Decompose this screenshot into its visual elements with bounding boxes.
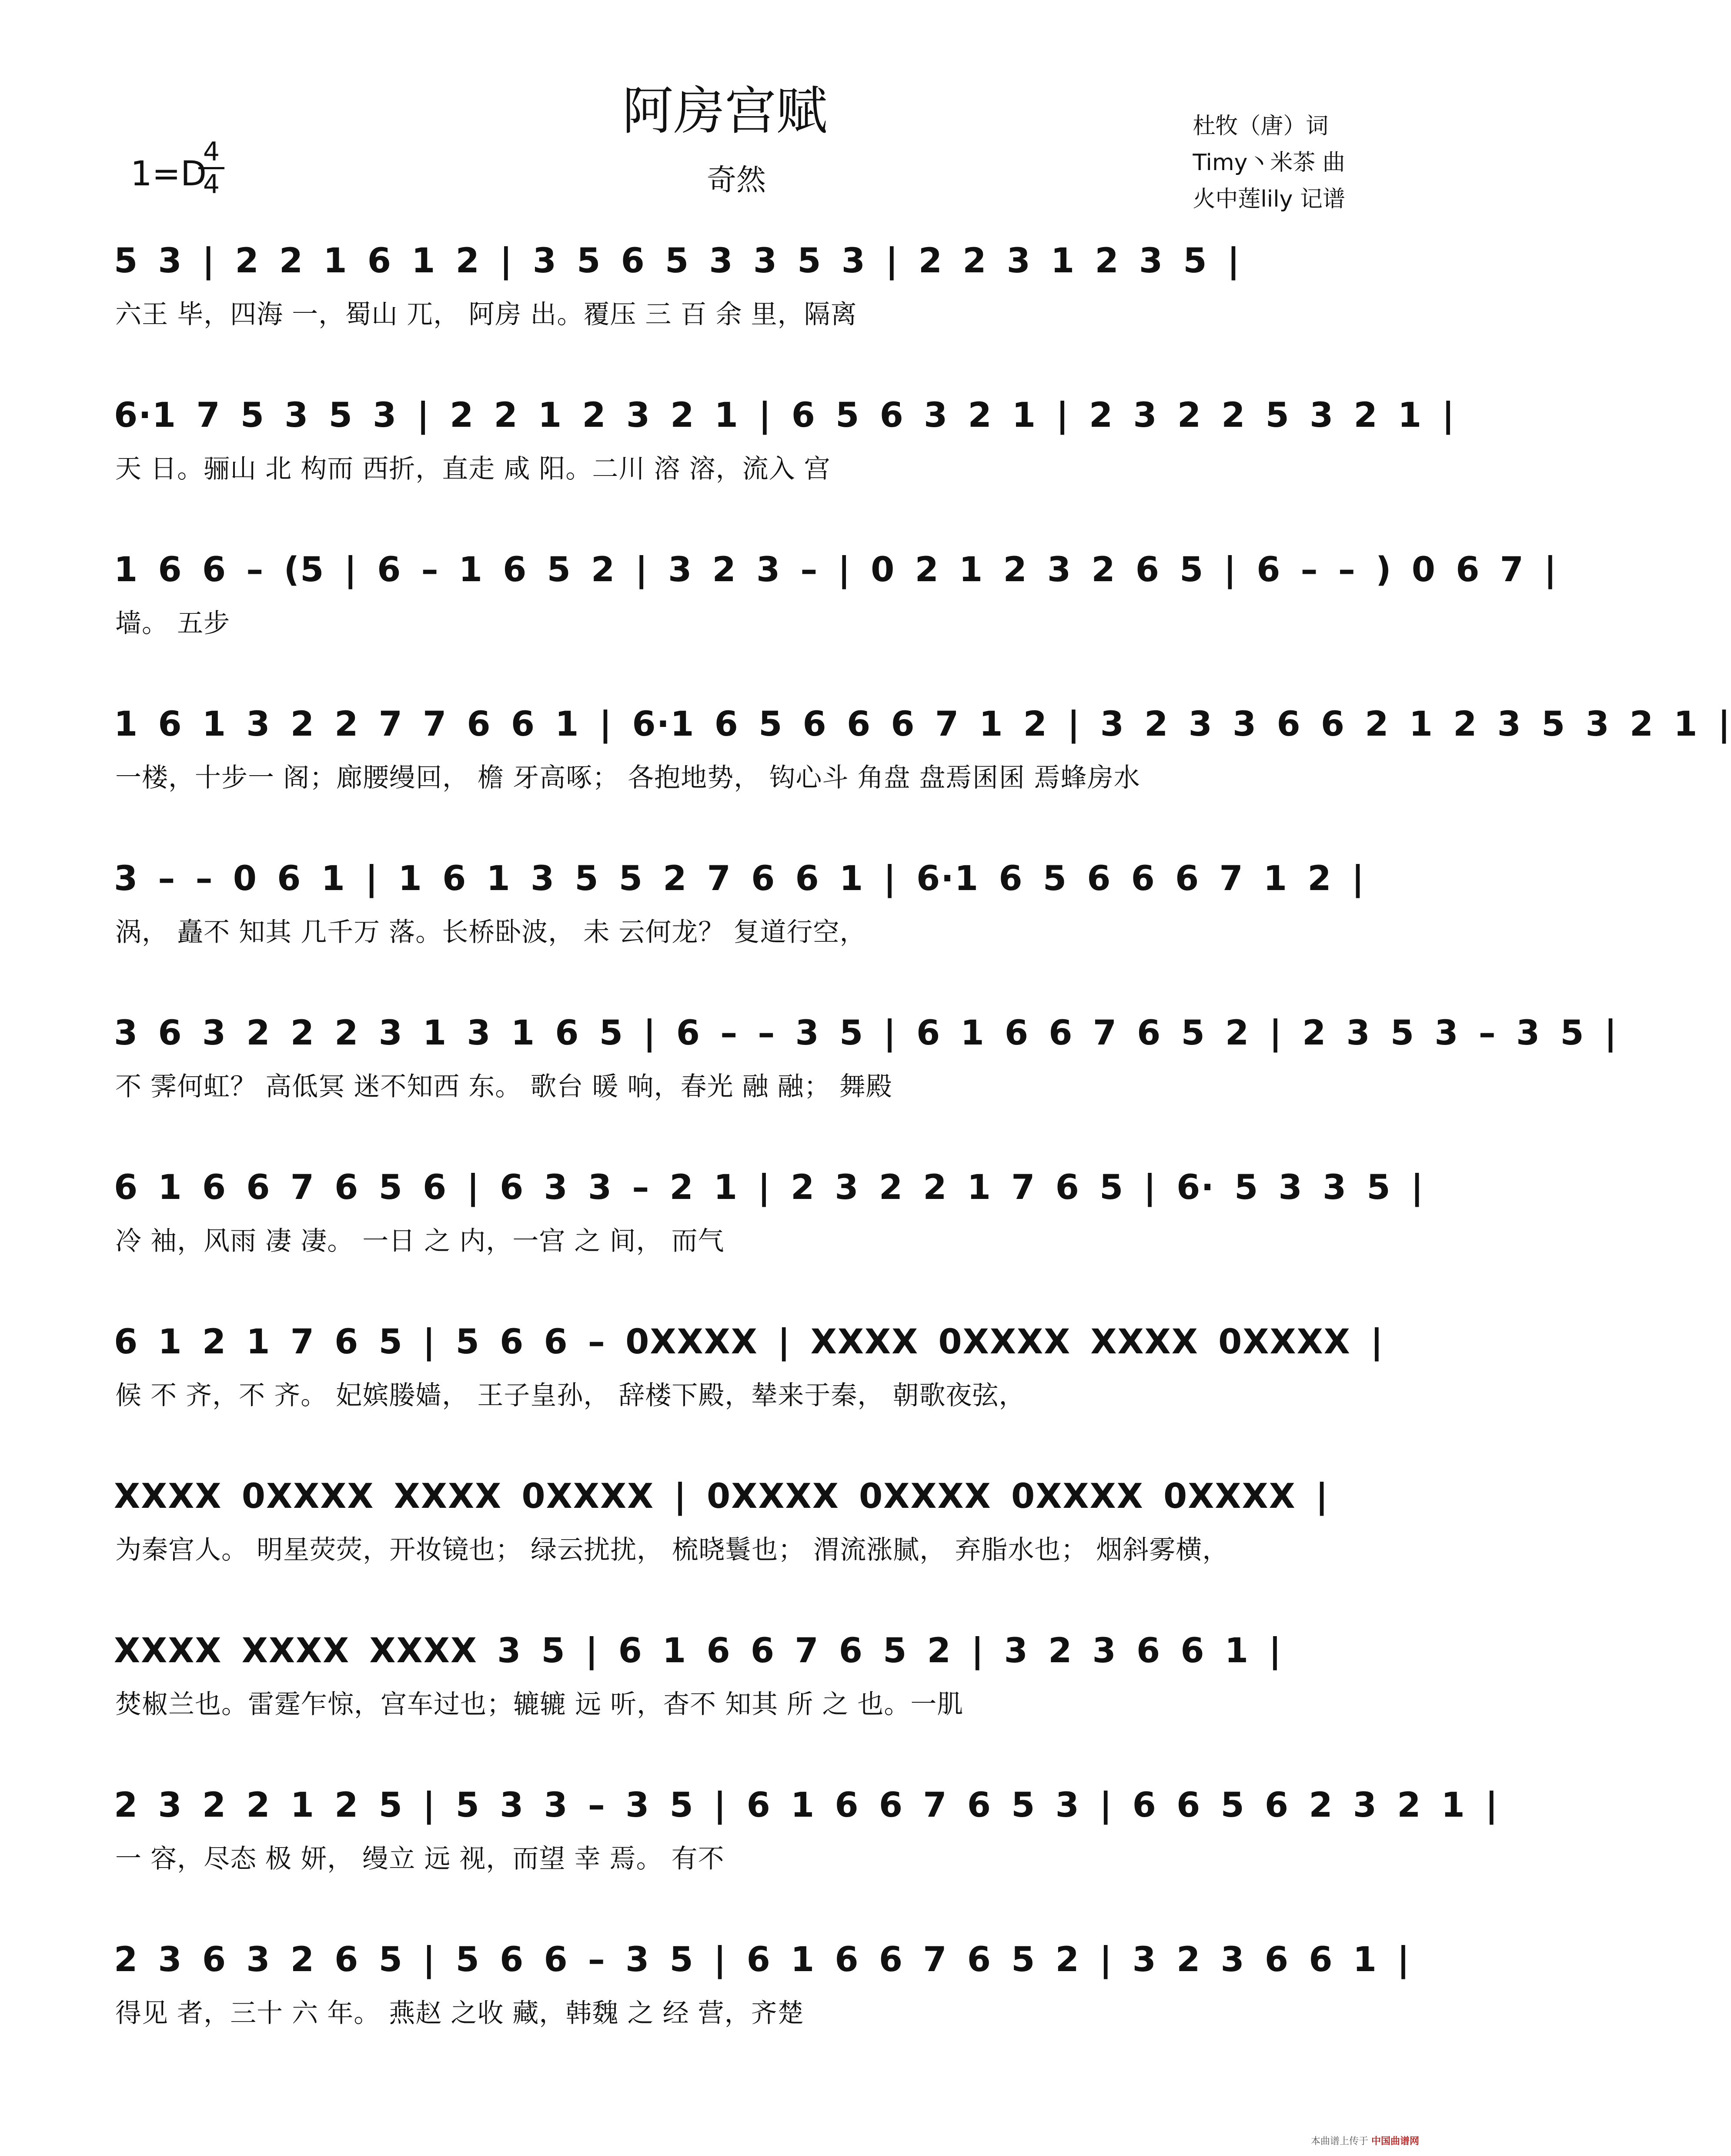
- page-title: 阿房宫赋: [622, 81, 828, 141]
- style-label: 奇然: [707, 163, 766, 198]
- notation-row: 1 6 1 3 2 2 7 7 6 6 1 | 6·1 6 5 6 6 6 7 1 2 | 3 2 3 3 6 6 2 1 2 3 5 3 2 1 |: [114, 705, 1731, 744]
- lyrics-row: 不 霁何虹？ 高低冥 迷不知西 东。 歌台 暖 响，春光 融 融； 舞殿: [115, 1071, 892, 1102]
- footer-brand: 中国曲谱网: [1371, 2136, 1419, 2147]
- time-signature: [198, 138, 224, 198]
- lyrics-row: 一楼，十步一 阁；廊腰缦回， 檐 牙高啄； 各抱地势， 钩心斗 角盘 盘焉囷囷 焉蜂房水: [115, 763, 1140, 793]
- notation-row: 6·1 7 5 3 5 3 | 2 2 1 2 3 2 1 | 6 5 6 3 2 1 | 2 3 2 2 5 3 2 1 |: [114, 396, 1455, 435]
- lyricist-credit: 杜牧（唐）词: [1193, 113, 1329, 139]
- notation-row: 3 – – 0 6 1 | 1 6 1 3 5 5 2 7 6 6 1 | 6·1 6 5 6 6 6 7 1 2 |: [114, 859, 1365, 898]
- transcriber-credit: 火中莲lily 记谱: [1193, 186, 1345, 212]
- key-signature: 1=D: [130, 154, 207, 194]
- time-bottom: 4: [203, 169, 220, 200]
- lyrics-row: 墙。 五步: [115, 608, 231, 639]
- notation-row: 5 3 | 2 2 1 6 1 2 | 3 5 6 5 3 3 5 3 | 2 2 3 1 2 3 5 |: [114, 241, 1241, 281]
- notation-row: XXXX XXXX XXXX 3 5 | 6 1 6 6 7 6 5 2 | 3 2 3 6 6 1 |: [114, 1631, 1282, 1671]
- footer: [1311, 2134, 1419, 2147]
- lyrics-row: 一 容，尽态 极 妍， 缦立 远 视，而望 幸 焉。 有不: [115, 1844, 725, 1874]
- notation-row: 3 6 3 2 2 2 3 1 3 1 6 5 | 6 – – 3 5 | 6 1 6 6 7 6 5 2 | 2 3 5 3 – 3 5 |: [114, 1014, 1618, 1053]
- notation-row: 2 3 2 2 1 2 5 | 5 3 3 – 3 5 | 6 1 6 6 7 6 5 3 | 6 6 5 6 2 3 2 1 |: [114, 1786, 1499, 1825]
- lyrics-row: 为秦宫人。 明星荧荧，开妆镜也； 绿云扰扰， 梳晓鬟也； 渭流涨腻， 弃脂水也； 烟斜雾横，: [115, 1535, 1229, 1565]
- notation-row: 6 1 2 1 7 6 5 | 5 6 6 – 0XXXX | XXXX 0XXXX XXXX 0XXXX |: [114, 1322, 1384, 1362]
- time-top: 4: [203, 137, 220, 167]
- notation-row: 1 6 6 – (5 | 6 – 1 6 5 2 | 3 2 3 – | 0 2 1 2 3 2 6 5 | 6 – – ) 0 6 7 |: [114, 550, 1557, 589]
- lyrics-row: 焚椒兰也。雷霆乍惊，宫车过也；辘辘 远 听，杳不 知其 所 之 也。一肌: [115, 1689, 964, 1720]
- lyrics-row: 冷 袖，风雨 凄 凄。 一日 之 内，一宫 之 间， 而气: [115, 1226, 725, 1256]
- notation-row: XXXX 0XXXX XXXX 0XXXX | 0XXXX 0XXXX 0XXXX 0XXXX |: [114, 1477, 1329, 1516]
- footer-note: 本曲谱上传于: [1310, 2136, 1368, 2147]
- lyrics-row: 六王 毕，四海 一，蜀山 兀， 阿房 出。覆压 三 百 余 里，隔离: [115, 299, 857, 330]
- lyrics-row: 候 不 齐，不 齐。 妃嫔媵嫱， 王子皇孙， 辞楼下殿，辇来于秦， 朝歌夜弦，: [115, 1380, 1026, 1411]
- lyrics-row: 天 日。骊山 北 构而 西折，直走 咸 阳。二川 溶 溶，流入 宫: [115, 454, 831, 484]
- credits: [1193, 108, 1345, 218]
- lyrics-row: 涡， 矗不 知其 几千万 落。长桥卧波， 未 云何龙？ 复道行空，: [115, 917, 866, 947]
- lyrics-row: 得见 者，三十 六 年。 燕赵 之收 藏，韩魏 之 经 营，齐楚: [115, 1998, 804, 2029]
- notation-row: 6 1 6 6 7 6 5 6 | 6 3 3 – 2 1 | 2 3 2 2 1 7 6 5 | 6· 5 3 3 5 |: [114, 1168, 1424, 1207]
- composer-credit: Timy丶米茶 曲: [1193, 150, 1345, 176]
- notation-row: 2 3 6 3 2 6 5 | 5 6 6 – 3 5 | 6 1 6 6 7 6 5 2 | 3 2 3 6 6 1 |: [114, 1940, 1410, 1979]
